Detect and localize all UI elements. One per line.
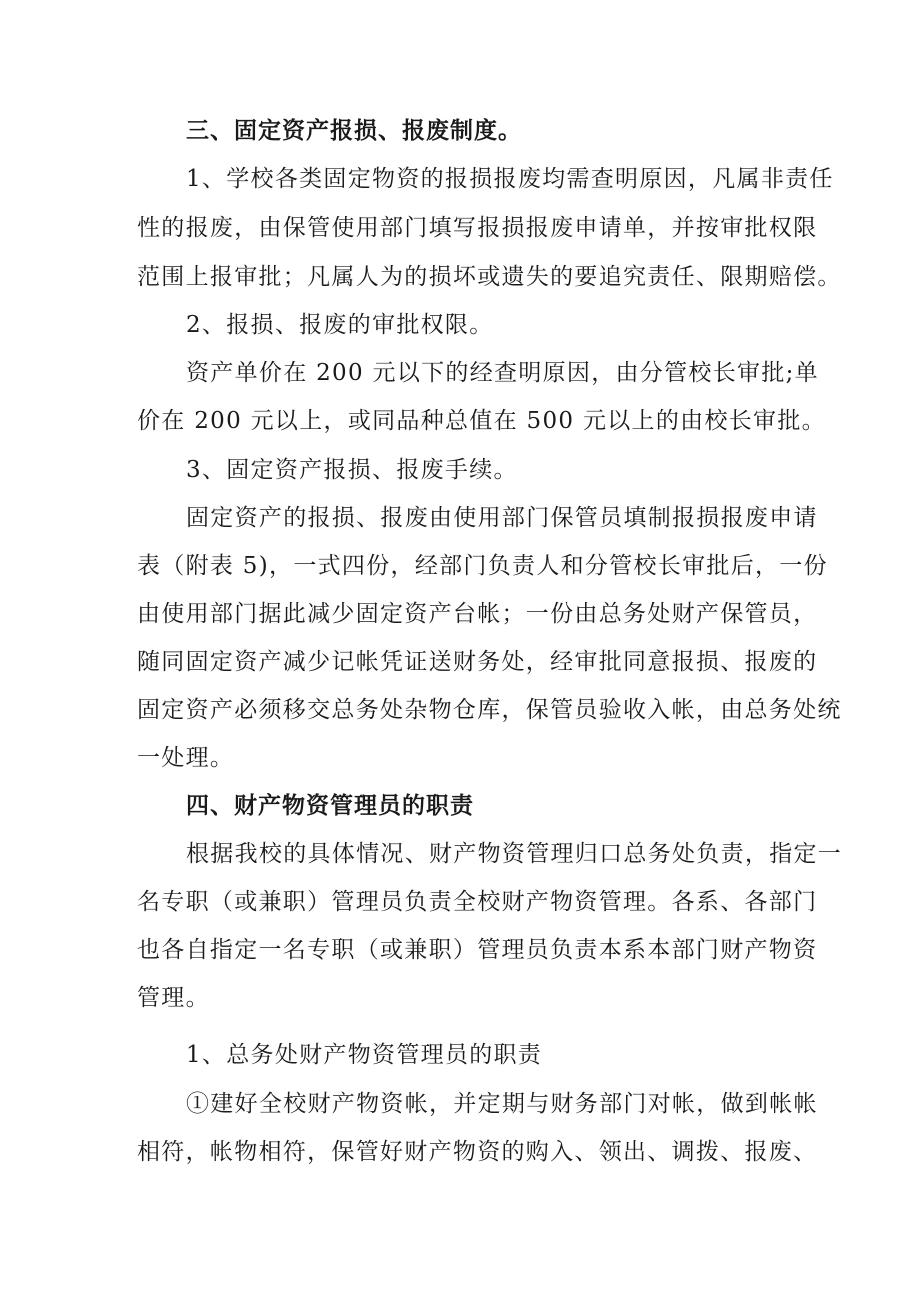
paragraph-line: 资产单价在 200 元以下的经查明原因，由分管校长审批;单: [186, 360, 819, 386]
paragraph-line: 价在 200 元以上，或同品种总值在 500 元以上的由校长审批。: [137, 408, 826, 434]
paragraph-line: 管理。: [137, 985, 210, 1011]
paragraph-line: 范围上报审批；凡属人为的损坏或遗失的要追究责任、限期赔偿。: [137, 264, 842, 290]
paragraph-line: 性的报废，由保管使用部门填写报损报废申请单，并按审批权限: [137, 215, 818, 241]
paragraph-line: 一处理。: [137, 745, 235, 771]
subheading-line: 1、总务处财产物资管理员的职责: [186, 1042, 543, 1068]
paragraph-line: 随同固定资产减少记帐凭证送财务处，经审批同意报损、报废的: [137, 649, 818, 675]
paragraph-line: 固定资产的报损、报废由使用部门保管员填制报损报废申请: [186, 505, 818, 531]
subheading-line: 3、固定资产报损、报废手续。: [186, 457, 518, 483]
paragraph-line: 表（附表 5)，一式四份，经部门负责人和分管校长审批后，一份: [137, 553, 828, 579]
section-heading-4: 四、财产物资管理员的职责: [186, 793, 474, 819]
section-heading-3: 三、固定资产报损、报废制度。: [186, 118, 522, 144]
paragraph-line: 1、学校各类固定物资的报损报废均需查明原因，凡属非责任: [186, 166, 834, 192]
paragraph-line: 相符，帐物相符，保管好财产物资的购入、领出、调拨、报废、: [137, 1139, 818, 1165]
paragraph-line: 根据我校的具体情况、财产物资管理归口总务处负责，指定一: [186, 841, 843, 867]
subheading-line: 2、报损、报废的审批权限。: [186, 312, 494, 338]
paragraph-line: ①建好全校财产物资帐，并定期与财务部门对帐，做到帐帐: [186, 1091, 818, 1117]
paragraph-line: 固定资产必须移交总务处杂物仓库，保管员验收入帐，由总务处统: [137, 697, 842, 723]
paragraph-line: 也各自指定一名专职（或兼职）管理员负责本系本部门财产物资: [137, 937, 818, 963]
paragraph-line: 由使用部门据此减少固定资产台帐；一份由总务处财产保管员，: [137, 601, 818, 627]
paragraph-line: 名专职（或兼职）管理员负责全校财产物资管理。各系、各部门: [137, 889, 818, 915]
